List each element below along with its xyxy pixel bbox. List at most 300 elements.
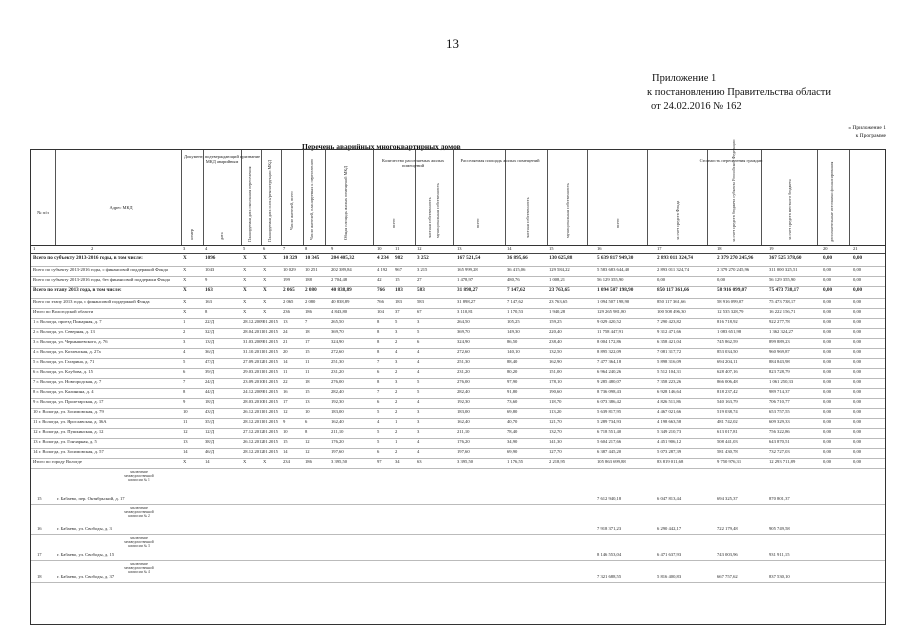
row-cell: 7 147,62 — [507, 287, 526, 293]
row-cell: 01.2015 — [263, 409, 278, 414]
row-cell: 01.2015 — [263, 389, 278, 394]
column-number: 21 — [853, 246, 858, 251]
row-cell: 369,70 — [457, 329, 470, 334]
row-cell: 1 — [395, 419, 398, 424]
row-cell: 17 — [305, 339, 310, 344]
row-address: Итого по Вологодской области — [33, 309, 94, 314]
row-cell: 5 898 316,09 — [657, 359, 682, 364]
table-row — [31, 560, 885, 583]
row-cell: 78,40 — [507, 429, 518, 434]
row-address: Всего по субъекту 2013-2016 годы, в том числе: — [33, 255, 143, 261]
row-cell: 2 218,95 — [549, 459, 566, 464]
table-row — [31, 534, 885, 561]
column-number: 13 — [457, 246, 462, 251]
row-cell: 3 — [417, 419, 420, 424]
column-number: 10 — [377, 246, 382, 251]
row-cell: 7 — [377, 389, 380, 394]
column-number: 11 — [395, 246, 400, 251]
row-cell: 163 — [205, 287, 213, 293]
row-cell: 234 — [283, 459, 290, 464]
row-cell: 609 329,33 — [769, 419, 790, 424]
row-cell: 960 969,87 — [769, 349, 790, 354]
row-cell: 231,20 — [331, 369, 344, 374]
row-cell: 0,00 — [853, 369, 862, 374]
row-cell: 01.2015 — [263, 449, 278, 454]
row-address: 7 г. Вологда, ул. Новгородская, д. 7 — [33, 379, 102, 384]
row-address: 6 г. Вологда, ул. Клубова, д. 15 — [33, 369, 93, 374]
row-address: 1 г. Вологда, проезд Пожарная, д. 7 — [33, 319, 102, 324]
row-cell: 2 379 270 245,96 — [717, 255, 754, 261]
row-cell: 1 176,55 — [507, 459, 524, 464]
row-cell: 2 — [183, 329, 186, 334]
row-cell: 23 763,65 — [549, 287, 570, 293]
row-cell: 628 407,16 — [717, 369, 738, 374]
row-cell: 905 749,58 — [769, 526, 790, 531]
row-cell: 97 — [377, 459, 382, 464]
col-area-header: Общая площадь жилых помещений МКД — [343, 166, 348, 240]
row-cell: 5 639 817 949,30 — [597, 255, 634, 261]
row-cell: 8 — [305, 429, 308, 434]
row-cell: 15 — [305, 389, 310, 394]
row-cell: 11 — [305, 359, 310, 364]
row-cell: 850 117 361,66 — [657, 287, 690, 293]
row-cell: 11 — [305, 369, 310, 374]
row-cell: X — [183, 277, 187, 282]
row-cell: 4 826 511,86 — [657, 399, 681, 404]
row-cell: 149,30 — [507, 329, 520, 334]
row-cell: 1 478,97 — [457, 277, 474, 282]
row-cell: 38/Д — [205, 439, 215, 444]
row-cell: 967 — [395, 267, 402, 272]
row-cell: 56 129 355,90 — [769, 277, 796, 282]
column-numbers — [31, 245, 885, 254]
row-cell: 2 893 011 324,74 — [657, 267, 689, 272]
row-cell: 132,70 — [549, 429, 562, 434]
column-number: 17 — [657, 246, 662, 251]
row-doc-note: заключение межведомственной комиссии № 1 — [124, 470, 154, 482]
row-cell: 0,00 — [823, 459, 832, 464]
row-cell: 5 — [183, 359, 186, 364]
row-cell: 97,90 — [507, 379, 518, 384]
row-cell: 870 801,37 — [769, 496, 790, 501]
row-cell: 105,25 — [507, 319, 520, 324]
row-cell: 6 — [377, 369, 380, 374]
row-address: 11 г. Вологда, ул. Ярославская, д. 36А — [33, 419, 107, 424]
row-cell: 5 — [377, 409, 380, 414]
row-cell: 163 — [205, 299, 212, 304]
row-address: г. Бабаево, пер. Октябрьский, д. 17 — [57, 496, 125, 501]
row-cell: 01.2015 — [263, 369, 278, 374]
row-cell: 23 763,65 — [549, 299, 568, 304]
col-count-municipal-header: муниципальная собственность — [435, 183, 440, 238]
row-cell: 56 129 355,90 — [597, 277, 624, 282]
row-cell: X — [183, 267, 187, 272]
row-cell: 11 — [283, 369, 288, 374]
row-cell: 2 — [395, 429, 398, 434]
row-cell: 989 714,37 — [769, 389, 790, 394]
row-cell: 0,00 — [853, 319, 862, 324]
row-cell: 7 290 423,82 — [657, 319, 682, 324]
row-cell: 5 — [395, 319, 398, 324]
row-cell: 756 322,86 — [769, 429, 790, 434]
row-cell: 1 — [183, 319, 186, 324]
row-cell: 583 — [417, 299, 424, 304]
appendix-small-1: « Приложение 1 — [848, 125, 886, 131]
row-cell: 141,30 — [549, 439, 562, 444]
row-cell: 40 838,89 — [331, 299, 350, 304]
row-cell: 2 — [395, 399, 398, 404]
column-number: 12 — [417, 246, 422, 251]
row-cell: 43/Д — [205, 409, 215, 414]
row-cell: 24 — [283, 329, 288, 334]
row-cell: 6 387 445,20 — [597, 449, 622, 454]
appendix-small-2: к Программе — [855, 133, 886, 139]
row-cell: 2 080 — [305, 299, 316, 304]
row-cell: 0,00 — [717, 277, 726, 282]
row-cell: 5 289 734,93 — [597, 419, 622, 424]
row-cell: 8 736 098,43 — [597, 389, 622, 394]
row-cell: 3 — [417, 429, 420, 434]
row-cell: 0,00 — [853, 299, 862, 304]
row-cell: X — [243, 267, 247, 272]
row-cell: 2 065 — [283, 299, 294, 304]
row-cell: X — [183, 459, 187, 464]
table-row — [31, 468, 885, 505]
row-cell: 7 — [183, 379, 186, 384]
row-cell: 251,30 — [331, 359, 344, 364]
row-cell: 151,00 — [549, 369, 562, 374]
row-cell: 706 710,77 — [769, 399, 790, 404]
row-cell: 850 117 361,66 — [657, 299, 686, 304]
row-cell: 88,40 — [507, 359, 518, 364]
row-cell: 2 — [395, 339, 398, 344]
row-cell: 12 — [183, 429, 188, 434]
row-address: г. Бабаево, ул. Свободы, д. 15 — [57, 552, 115, 557]
row-cell: 9 750 976,31 — [717, 459, 742, 464]
row-cell: 3 215 — [417, 267, 428, 272]
row-address: 3 г. Вологда, ул. Чернышевского, д. 76 — [33, 339, 108, 344]
row-cell: 6 — [305, 419, 308, 424]
appendix-block — [647, 72, 831, 114]
row-cell: 1 061 250,33 — [769, 379, 794, 384]
row-cell: 176,20 — [331, 439, 344, 444]
row-cell: 853 034,50 — [717, 349, 738, 354]
row-cell: 7 321 688,55 — [597, 574, 622, 579]
row-cell: 18/Д — [205, 399, 215, 404]
row-cell: 8 004 172,86 — [597, 339, 622, 344]
row-cell: 1096 — [205, 255, 216, 261]
row-cell: 282,40 — [457, 389, 470, 394]
row-cell: 0,00 — [853, 359, 862, 364]
row-cell: 4 — [417, 439, 420, 444]
row-cell: 0,00 — [823, 287, 833, 293]
row-cell: 0,00 — [823, 439, 832, 444]
row-cell: 5 073 287,39 — [657, 449, 682, 454]
row-cell: 4 — [417, 399, 420, 404]
row-cell: 01.2015 — [263, 399, 278, 404]
row-cell: 3 395,50 — [457, 459, 474, 464]
row-cell: 34 — [395, 459, 400, 464]
row-cell: 3 — [395, 329, 398, 334]
col-area-rooms-header: Расселяемая площадь жилых помещений — [460, 158, 540, 163]
row-cell: 199 — [283, 277, 290, 282]
row-cell: 28.04.2011 — [243, 329, 264, 334]
column-number: 20 — [823, 246, 828, 251]
row-cell: 211,10 — [331, 429, 344, 434]
row-cell: 4 234 — [377, 255, 389, 261]
row-cell: 0,00 — [853, 459, 862, 464]
col-doc-num-header: номер — [189, 229, 194, 240]
row-cell: 7 477 364,18 — [597, 359, 622, 364]
row-cell: 5 512 104,31 — [657, 369, 682, 374]
row-cell: 324,90 — [331, 339, 344, 344]
row-address: г. Бабаево, ул. Свободы, д. 37 — [57, 574, 115, 579]
column-number: 18 — [717, 246, 722, 251]
row-cell: 5 816 400,83 — [657, 574, 682, 579]
row-cell: 369,70 — [331, 329, 344, 334]
row-cell: 01.2015 — [263, 429, 278, 434]
row-cell: 10 — [305, 409, 310, 414]
row-cell: 2 — [395, 409, 398, 414]
row-cell: 4 — [417, 449, 420, 454]
row-address: 5 г. Вологда, ул. Гагарина, д. 71 — [33, 359, 95, 364]
row-cell: 823 728,79 — [769, 369, 790, 374]
row-cell: 236 — [283, 309, 290, 314]
row-cell: 2 080 — [305, 287, 317, 293]
row-cell: 583 — [417, 287, 425, 293]
row-address: Всего по субъекту 2013-2016 годы, с финансовой поддержкой Фонда — [33, 267, 168, 272]
row-cell: 22/Д — [205, 319, 215, 324]
row-cell: 121,70 — [549, 419, 562, 424]
row-cell: 766 — [377, 299, 384, 304]
col-cost-total-header: всего — [615, 218, 620, 228]
row-cell: 581 430,78 — [717, 449, 738, 454]
col-doc-date-header: дата — [219, 232, 224, 240]
row-cell: 36 415,06 — [507, 267, 526, 272]
row-cell: 46/Д — [205, 449, 215, 454]
row-cell: 190,60 — [549, 389, 562, 394]
row-address: Всего по этапу 2013 года, с финансовой поддержкой Фонда — [33, 299, 150, 304]
row-cell: 36/Д — [205, 349, 215, 354]
row-cell: 0,00 — [823, 379, 832, 384]
row-cell: 5 — [417, 379, 420, 384]
column-number: 7 — [283, 246, 286, 251]
row-cell: 3 — [417, 409, 420, 414]
row-cell: 21 — [283, 339, 288, 344]
row-cell: 10 329 — [283, 255, 298, 261]
row-cell: 251,30 — [457, 359, 470, 364]
row-cell: 16 — [283, 389, 288, 394]
row-cell: 17 — [283, 399, 288, 404]
column-number: 8 — [305, 246, 308, 251]
row-cell: 91,80 — [507, 389, 518, 394]
row-cell: 7 358 223,26 — [657, 379, 682, 384]
row-cell: 508 441,03 — [717, 439, 738, 444]
row-cell: 9 312 471,66 — [657, 329, 682, 334]
row-cell: 481 742,02 — [717, 419, 738, 424]
row-cell: 0,00 — [823, 429, 832, 434]
row-cell: 104 — [377, 309, 384, 314]
row-cell: 0,00 — [823, 359, 832, 364]
row-cell: 12 293 711,89 — [769, 459, 796, 464]
row-cell: 176,20 — [457, 439, 470, 444]
row-cell: 67 — [417, 309, 422, 314]
row-cell: 192,30 — [331, 399, 344, 404]
appendix-line-3: от 24.02.2016 № 162 — [651, 101, 742, 112]
row-cell: 276,00 — [457, 379, 470, 384]
row-cell: 4 451 906,12 — [657, 439, 682, 444]
row-cell: 183 — [395, 287, 403, 293]
row-cell: 272,60 — [457, 349, 470, 354]
row-cell: 0,00 — [853, 339, 862, 344]
row-cell: 6 — [377, 449, 380, 454]
row-address: 8 г. Вологда, ул. Калинина, д. 4 — [33, 389, 94, 394]
row-cell: 653 757,55 — [769, 409, 790, 414]
column-number: 14 — [507, 246, 512, 251]
row-cell: 204 405,32 — [331, 255, 355, 261]
row-cell: 982 — [395, 255, 403, 261]
row-cell: 80,20 — [507, 369, 518, 374]
row-cell: 10 — [183, 409, 188, 414]
column-number: 5 — [243, 246, 246, 251]
row-cell: 211,10 — [457, 429, 470, 434]
row-cell: 519 038,74 — [717, 409, 738, 414]
row-cell: 1 170,53 — [507, 309, 524, 314]
row-cell: 118,70 — [549, 399, 562, 404]
row-address: 2 г. Вологда, ул. Северная, д. 13 — [33, 329, 95, 334]
row-cell: 1 940,28 — [549, 309, 566, 314]
row-cell: 0,00 — [823, 267, 832, 272]
row-cell: X — [263, 287, 267, 293]
row-cell: 6 290 442,17 — [657, 526, 682, 531]
row-cell: 10 251 — [305, 267, 318, 272]
row-cell: 1 083 651,98 — [717, 329, 742, 334]
row-cell: 40,70 — [507, 419, 518, 424]
row-cell: 8 895 322,09 — [597, 349, 622, 354]
row-cell: 3 252 — [417, 255, 429, 261]
row-cell: 9 285 480,07 — [597, 379, 622, 384]
row-cell: 5 639 817,95 — [597, 409, 622, 414]
row-cell: 13 — [305, 399, 310, 404]
row-cell: 5 — [377, 429, 380, 434]
column-number: 9 — [331, 246, 334, 251]
row-cell: 6 964 240,26 — [597, 369, 622, 374]
row-cell: 44/Д — [205, 389, 215, 394]
row-cell: 220,40 — [549, 329, 562, 334]
row-cell: 39/Д — [205, 369, 215, 374]
row-cell: 12/Д — [205, 429, 215, 434]
row-cell: 6 928 146,64 — [657, 389, 682, 394]
row-cell: 27.09.2012 — [243, 359, 264, 364]
row-cell: 264,50 — [457, 319, 470, 324]
row-cell: 4 — [417, 359, 420, 364]
row-cell: 01.2015 — [263, 359, 278, 364]
table-title: Перечень аварийных многоквартирных домов — [302, 142, 461, 151]
row-cell: 31 898,27 — [457, 299, 476, 304]
row-cell: 5 — [417, 389, 420, 394]
column-number: 1 — [33, 246, 36, 251]
row-cell: X — [263, 309, 267, 314]
row-cell: 9 029 420,52 — [597, 319, 622, 324]
col-cost-header: Стоимость переселения граждан — [699, 158, 763, 163]
col-count-private-header: частная собственность — [427, 197, 432, 238]
row-cell: 183 — [395, 299, 402, 304]
row-cell: 8 — [377, 339, 380, 344]
row-cell: 0,00 — [853, 419, 862, 424]
row-cell: X — [263, 277, 267, 282]
row-cell: 0,00 — [853, 449, 862, 454]
row-cell: 15 — [283, 439, 288, 444]
row-cell: 01.2015 — [263, 349, 278, 354]
row-cell: 11 — [183, 419, 188, 424]
row-cell: 75 473 738,17 — [769, 287, 799, 293]
col-plan-demolish-header: Планируемая дата сноса/реконструкции МКД — [267, 160, 272, 242]
page-number: 13 — [446, 36, 459, 51]
row-cell: 0,00 — [853, 329, 862, 334]
row-cell: 3 — [183, 339, 186, 344]
row-cell: 18 — [305, 379, 310, 384]
row-cell: 1043 — [205, 267, 215, 272]
row-cell: 5 349 210,73 — [657, 429, 682, 434]
row-cell: 40 838,89 — [331, 287, 352, 293]
row-cell: 6 718 551,40 — [597, 429, 622, 434]
row-cell: 14 — [283, 449, 288, 454]
table-row — [31, 504, 885, 535]
row-cell: 75 473 738,17 — [769, 299, 796, 304]
row-cell: 643 870,51 — [769, 439, 790, 444]
row-cell: 36 895,66 — [507, 255, 528, 261]
row-cell: 6 358 421,04 — [657, 339, 682, 344]
row-address: 9 г. Вологда, ул. Пролетарская, д. 17 — [33, 399, 104, 404]
row-cell: 0,00 — [853, 287, 863, 293]
column-number: 2 — [91, 246, 94, 251]
row-cell: 178,10 — [549, 379, 562, 384]
row-cell: 276,00 — [331, 379, 344, 384]
row-cell: 9 — [283, 419, 286, 424]
row-cell: 28.12.2011 — [243, 419, 264, 424]
row-cell: 367 525 378,60 — [769, 255, 802, 261]
appendix-line-2: к постановлению Правительства области — [647, 87, 831, 98]
row-cell: 31 898,27 — [457, 287, 478, 293]
row-cell: 26.12.2011 — [243, 409, 264, 414]
row-cell: 8 — [377, 379, 380, 384]
row-cell: 16 222 156,71 — [769, 309, 796, 314]
row-cell: 4 — [183, 349, 186, 354]
row-cell: 0,00 — [823, 449, 832, 454]
row-cell: 20 — [283, 349, 288, 354]
row-cell: X — [243, 255, 247, 261]
row-cell: 722 179,48 — [717, 526, 738, 531]
row-cell: 3 110,81 — [457, 309, 473, 314]
row-cell: 01.2015 — [263, 329, 278, 334]
row-address: 13 г. Вологда, ул. Гончарная, д. 5 — [33, 439, 97, 444]
row-cell: 922 277,78 — [769, 319, 790, 324]
row-number: 15 — [37, 496, 42, 501]
row-cell: 667 757,62 — [717, 574, 738, 579]
col-doc-header: Документ, подтверждающий признание МКД аварийным — [183, 154, 261, 164]
col-extra-header: дополнительные источники финансирования — [829, 161, 834, 242]
row-cell: 8 — [183, 389, 186, 394]
row-cell: 6 — [377, 399, 380, 404]
row-cell: 4 — [395, 349, 398, 354]
col-address-header: Адрес МКД — [109, 205, 133, 210]
row-cell: 5 — [417, 329, 420, 334]
row-cell: 0,00 — [823, 277, 832, 282]
row-cell: 1 008,21 — [549, 277, 566, 282]
row-cell: 183,00 — [457, 409, 470, 414]
row-cell: 265,50 — [331, 319, 344, 324]
row-cell: 3 395,50 — [331, 459, 348, 464]
